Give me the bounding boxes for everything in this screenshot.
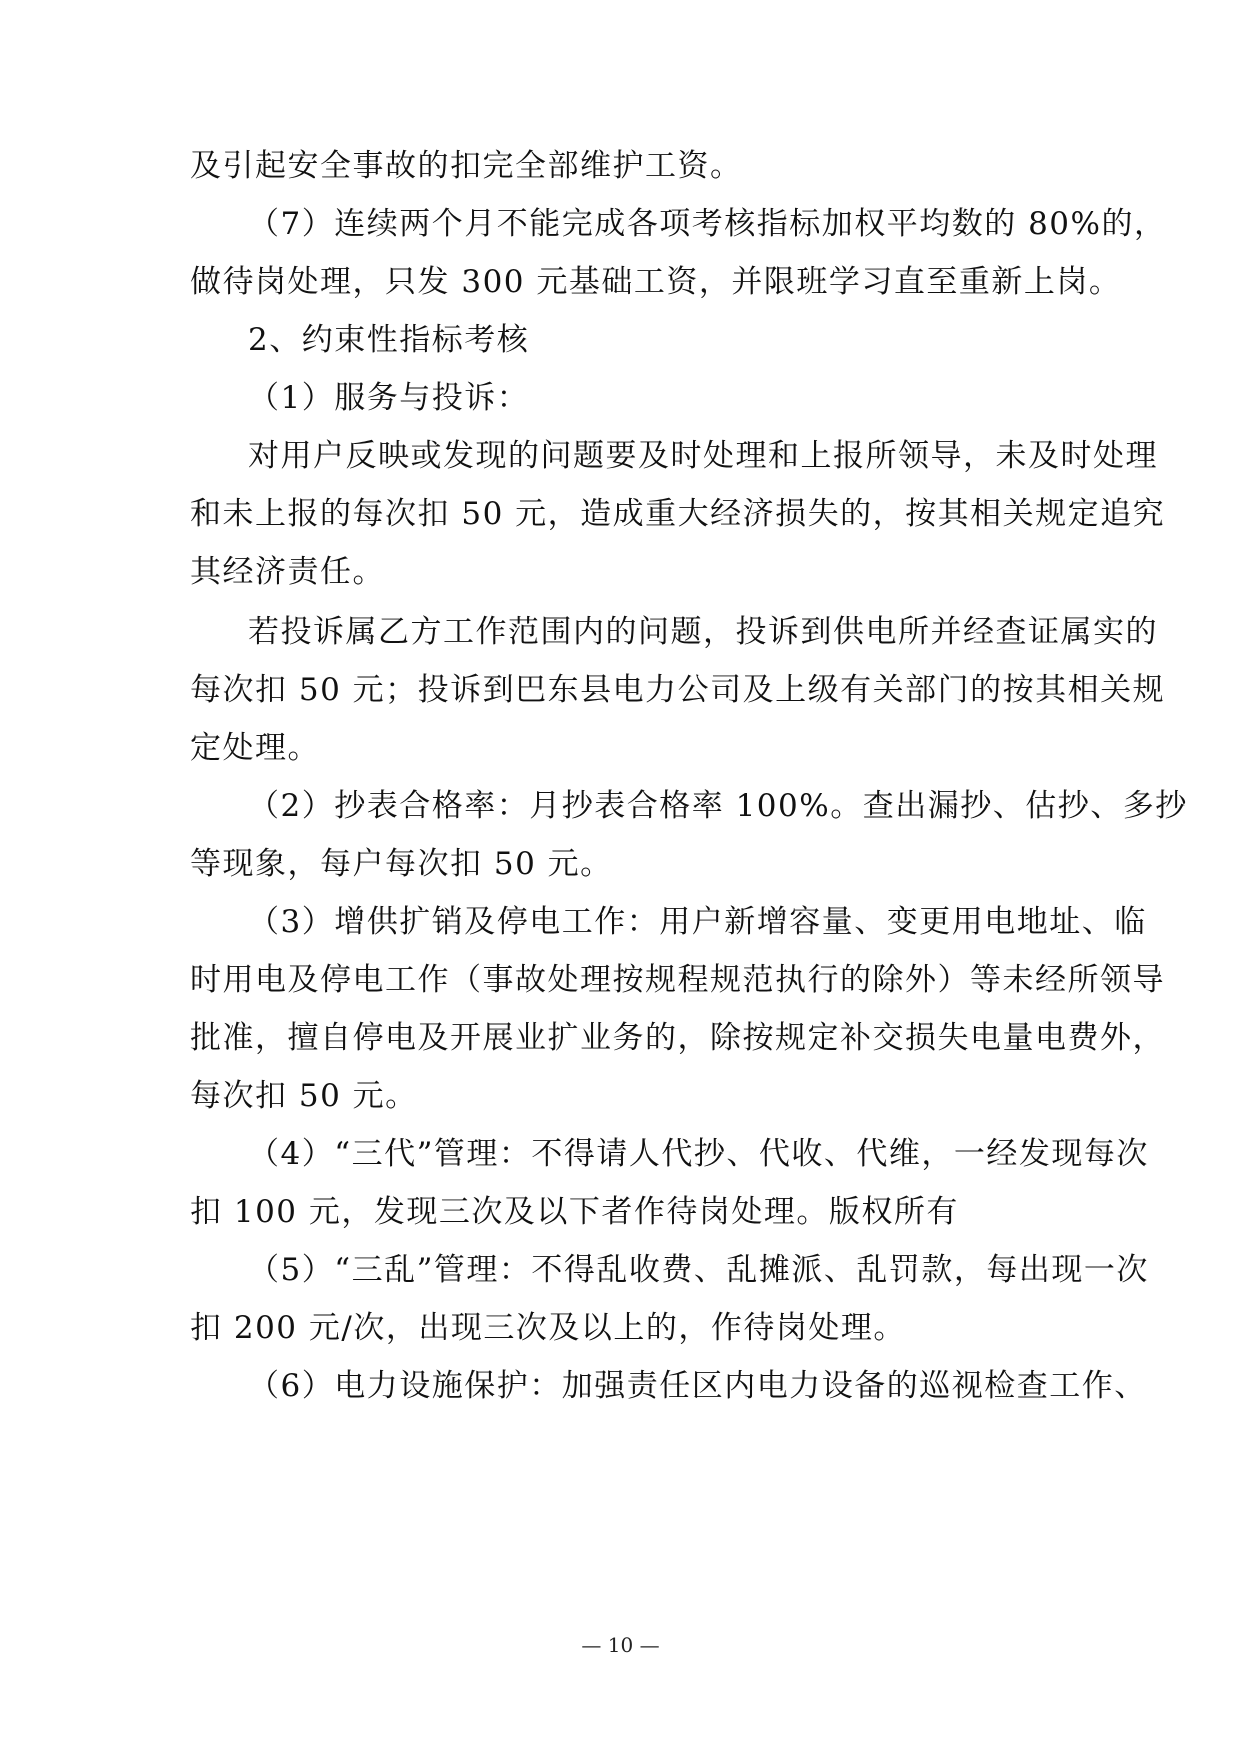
page-number: — 10 — xyxy=(581,1633,660,1657)
text-line-10: 每次扣 50 元；投诉到巴东县电力公司及上级有关部门的按其相关规 xyxy=(190,672,1166,708)
subsection-heading: （1）服务与投诉： xyxy=(248,380,530,416)
text-line-14: （3）增供扩销及停电工作：用户新增容量、变更用电地址、临 xyxy=(248,904,1147,940)
text-line-13: 等现象，每户每次扣 50 元。 xyxy=(190,846,613,882)
text-line-3: 做待岗处理，只发 300 元基础工资，并限班学习直至重新上岗。 xyxy=(190,264,1122,300)
text-line-9: 若投诉属乙方工作范围内的问题，投诉到供电所并经查证属实的 xyxy=(248,614,1158,650)
text-line-19: 扣 100 元，发现三次及以下者作待岗处理。版权所有 xyxy=(190,1194,959,1230)
text-line-16: 批准，擅自停电及开展业扩业务的，除按规定补交损失电量电费外， xyxy=(190,1020,1165,1056)
text-line-18: （4）“三代”管理：不得请人代抄、代收、代维，一经发现每次 xyxy=(248,1136,1149,1172)
text-line-7: 和未上报的每次扣 50 元，造成重大经济损失的，按其相关规定追究 xyxy=(190,496,1166,532)
section-heading: 2、约束性指标考核 xyxy=(248,322,530,358)
text-line-20: （5）“三乱”管理：不得乱收费、乱摊派、乱罚款，每出现一次 xyxy=(248,1252,1149,1288)
text-line-8: 其经济责任。 xyxy=(190,554,385,590)
text-line-15: 时用电及停电工作（事故处理按规程规范执行的除外）等未经所领导 xyxy=(190,962,1165,998)
text-line-1: 及引起安全事故的扣完全部维护工资。 xyxy=(190,148,743,184)
text-line-2: （7）连续两个月不能完成各项考核指标加权平均数的 80%的， xyxy=(248,206,1167,242)
text-line-17: 每次扣 50 元。 xyxy=(190,1078,418,1114)
text-line-22: （6）电力设施保护：加强责任区内电力设备的巡视检查工作、 xyxy=(248,1368,1147,1404)
text-line-6: 对用户反映或发现的问题要及时处理和上报所领导，未及时处理 xyxy=(248,438,1158,474)
text-line-12: （2）抄表合格率：月抄表合格率 100%。查出漏抄、估抄、多抄 xyxy=(248,788,1188,824)
text-line-11: 定处理。 xyxy=(190,730,320,766)
text-line-21: 扣 200 元/次，出现三次及以上的，作待岗处理。 xyxy=(190,1310,906,1346)
